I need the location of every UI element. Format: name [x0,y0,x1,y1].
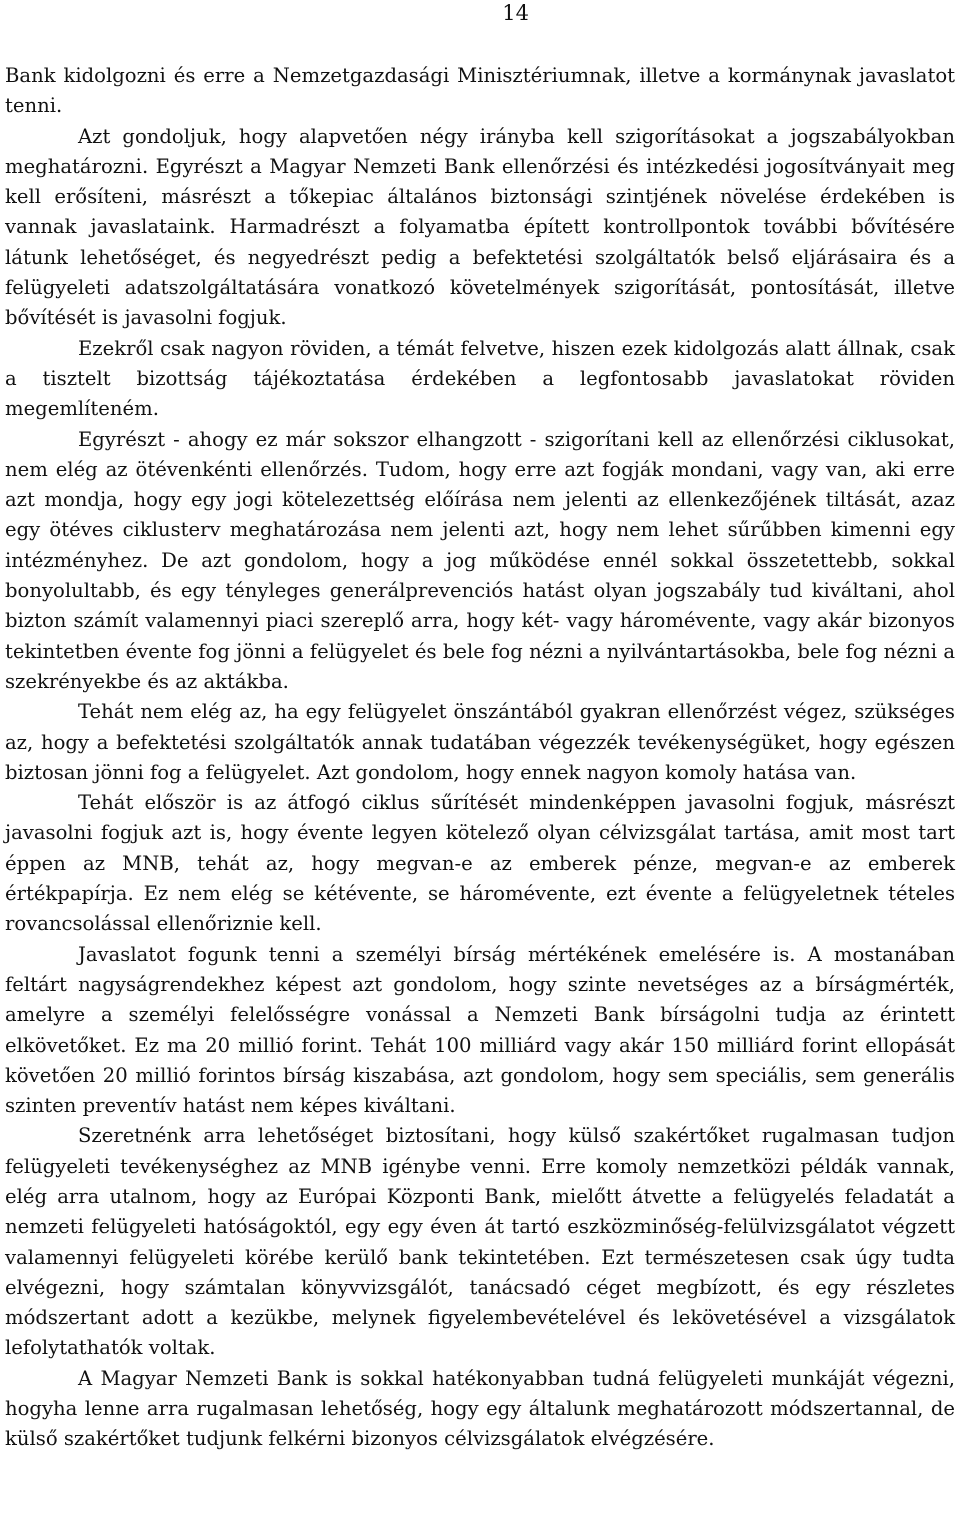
paragraph: Szeretnénk arra lehetőséget biztosítani, hogy külső szakértőket rugalmasan tudjon felügyeleti tevékenységhez az MNB igénybe venni. Erre komoly nemzetközi példák vannak, elég arra utalnom, hogy az Európai Központi Bank, mielőtt átvette a felügyelés feladatát a nemzeti felügyeleti hatóságoktól, egy egy éven át tartó eszközminőség-felülvizsgálatot végzett valamennyi felügyeleti körébe kerülő bank tekintetében. Ezt természetesen csak úgy tudta elvégezni, hogy számtalan könyvvizsgálót, tanácsadó céget megbízott, és egy részletes módszertant adott a kezükbe, melynek figyelembevételével és lekövetésével a vizsgálatok lefolytathatók voltak. [5,1124,955,1360]
paragraph: Azt gondoljuk, hogy alapvetően négy irányba kell szigorításokat a jogszabályokban meghatározni. Egyrészt a Magyar Nemzeti Bank ellenőrzési és intézkedési jogosítványait meg kell erősíteni, másrészt a tőkepiac általános biztonsági szintjének növelése érdekében is vannak javaslataink. Harmadrészt a folyamatba épített kontrollpontok további bővítésére látunk lehetőséget, és negyedrészt pedig a befektetési szolgáltatók belső eljárásaira és a felügyeleti adatszolgáltatására vonatkozó követelmények szigorítását, pontosítását, illetve bővítését is javasolni fogjuk. [5,124,955,330]
paragraph: Ezekről csak nagyon röviden, a témát felvetve, hiszen ezek kidolgozás alatt állnak, csak a tisztelt bizottság tájékoztatása érdekében a legfontosabb javaslatokat röviden megemlíteném. [5,336,955,421]
paragraph-continuation: Bank kidolgozni és erre a Nemzetgazdasági Minisztériumnak, illetve a kormánynak javaslatot tenni. [5,64,955,118]
body-text [5,61,955,1455]
paragraph: Javaslatot fogunk tenni a személyi bírság mértékének emelésére is. A mostanában feltárt nagyságrendekhez képest azt gondolom, hogy szinte nevetséges az a bírságmérték, amelyre a személyi felelősségre vonással a Nemzeti Bank bírságolni tudja az érintett elkövetőket. Ez ma 20 millió forint. Tehát 100 milliárd vagy akár 150 milliárd forint ellopását követően 20 millió forintos bírság kiszabása, azt gondolom, hogy sem speciális, sem generális szinten preventív hatást nem képes kiváltani. [5,942,955,1118]
paragraph: A Magyar Nemzeti Bank is sokkal hatékonyabban tudná felügyeleti munkáját végezni, hogyha lenne arra rugalmasan lehetőség, hogy egy általunk meghatározott módszertannal, de külső szakértőket tudjunk felkérni bizonyos célvizsgálatok elvégzésére. [5,1366,955,1451]
paragraph: Egyrészt - ahogy ez már sokszor elhangzott - szigorítani kell az ellenőrzési ciklusokat, nem elég az ötévenkénti ellenőrzés. Tudom, hogy erre azt fogják mondani, vagy van, aki erre azt mondja, hogy egy jogi kötelezettség előírása nem jelenti az ellenkezőjének tiltását, azaz egy ötéves ciklusterv meghatározása nem jelenti azt, hogy nem lehet sűrűbben kimenni egy intézményhez. De azt gondolom, hogy a jog működése ennél sokkal összetettebb, sokkal bonyolultabb, és egy tényleges generálprevenciós hatást olyan jogszabály tud kiváltani, ahol bizton számít valamennyi piaci szereplő arra, hogy két- vagy háromévente, vagy akár bizonyos tekintetben évente fog jönni a felügyelet és bele fog nézni a nyilvántartásokba, bele fog nézni a szekrényekbe és az aktákba. [5,427,955,693]
paragraph: Tehát nem elég az, ha egy felügyelet önszántából gyakran ellenőrzést végez, szükséges az, hogy a befektetési szolgáltatók annak tudatában végezzék tevékenységüket, hogy egészen biztosan jönni fog a felügyelet. Azt gondolom, hogy ennek nagyon komoly hatása van. [5,700,955,784]
paragraph: Tehát először is az átfogó ciklus sűrítését mindenképpen javasolni fogjuk, másrészt javasolni fogjuk azt is, hogy évente legyen kötelező olyan célvizsgálat tartása, amit most tart éppen az MNB, tehát az, hogy megvan-e az emberek pénze, megvan-e az emberek értékpapírja. Ez nem elég se kétévente, se háromévente, ezt évente a felügyeletnek tételes rovancsolással ellenőriznie kell. [5,791,955,936]
page-number: 14 [502,1,529,25]
